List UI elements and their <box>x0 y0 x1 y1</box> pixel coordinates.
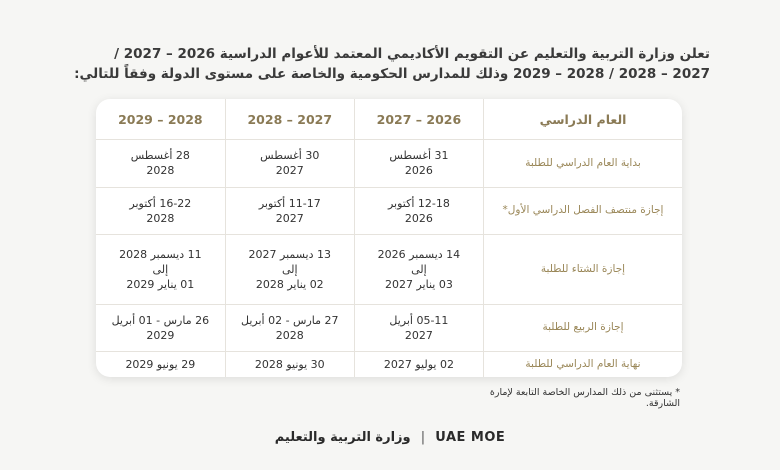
header-2027-2028: 2027 – 2028 <box>225 99 354 140</box>
row-label-midterm-break: إجازة منتصف الفصل الدراسي الأول* <box>484 187 683 235</box>
ministry-name-arabic: وزارة التربية والتعليم <box>274 430 411 445</box>
row-label-school-end: نهاية العام الدراسي للطلبة <box>484 352 683 377</box>
table-header-row <box>96 99 682 140</box>
row-label-school-start: بداية العام الدراسي للطلبة <box>484 140 683 188</box>
table-row <box>96 304 682 352</box>
footnote: * يستثنى من ذلك المدارس الخاصة التابعة لإمارة الشارقة. <box>489 387 680 409</box>
table-cell: 12-18 أكتوبر 2026 <box>354 187 483 235</box>
table-cell: 05-11 أبريل 2027 <box>354 304 483 352</box>
table-row <box>96 140 682 188</box>
header-academic-year: العام الدراسي <box>484 99 683 140</box>
row-label-winter-break: إجازة الشتاء للطلبة <box>484 235 683 304</box>
table-row <box>96 235 682 304</box>
announcement-line-2: 2027 – 2028 / 2028 – 2029 وذلك للمدارس الحكومية والخاصة على مستوى الدولة وفقاً للتالي: <box>74 66 710 82</box>
ministry-name-english: UAE MOE <box>435 430 506 445</box>
academic-calendar-table <box>96 99 682 377</box>
table-cell: 27 مارس - 02 أبريل 2028 <box>225 304 354 352</box>
footer-branding <box>0 430 780 445</box>
table-cell: 11 ديسمبر 2028 إلى 01 يناير 2029 <box>96 235 225 304</box>
table-row <box>96 187 682 235</box>
footer-separator: | <box>420 430 426 445</box>
table-cell: 13 ديسمبر 2027 إلى 02 يناير 2028 <box>225 235 354 304</box>
table-cell: 30 يونيو 2028 <box>225 352 354 377</box>
table-cell: 30 أغسطس 2027 <box>225 140 354 188</box>
table-cell: 14 ديسمبر 2026 إلى 03 يناير 2027 <box>354 235 483 304</box>
header-2028-2029: 2028 – 2029 <box>96 99 225 140</box>
table-cell: 02 يوليو 2027 <box>354 352 483 377</box>
table-cell: 28 أغسطس 2028 <box>96 140 225 188</box>
calendar-table-card <box>96 99 682 377</box>
row-label-spring-break: إجازة الربيع للطلبة <box>484 304 683 352</box>
table-cell: 16-22 أكتوبر 2028 <box>96 187 225 235</box>
announcement-line-1: تعلن وزارة التربية والتعليم عن التقويم الأكاديمي المعتمد للأعوام الدراسية 2026 – 2027 / <box>114 46 710 62</box>
table-cell: 26 مارس - 01 أبريل 2029 <box>96 304 225 352</box>
table-cell: 29 يونيو 2029 <box>96 352 225 377</box>
table-cell: 11-17 أكتوبر 2027 <box>225 187 354 235</box>
announcement-text <box>70 44 710 84</box>
table-row <box>96 352 682 377</box>
table-cell: 31 أغسطس 2026 <box>354 140 483 188</box>
header-2026-2027: 2026 – 2027 <box>354 99 483 140</box>
